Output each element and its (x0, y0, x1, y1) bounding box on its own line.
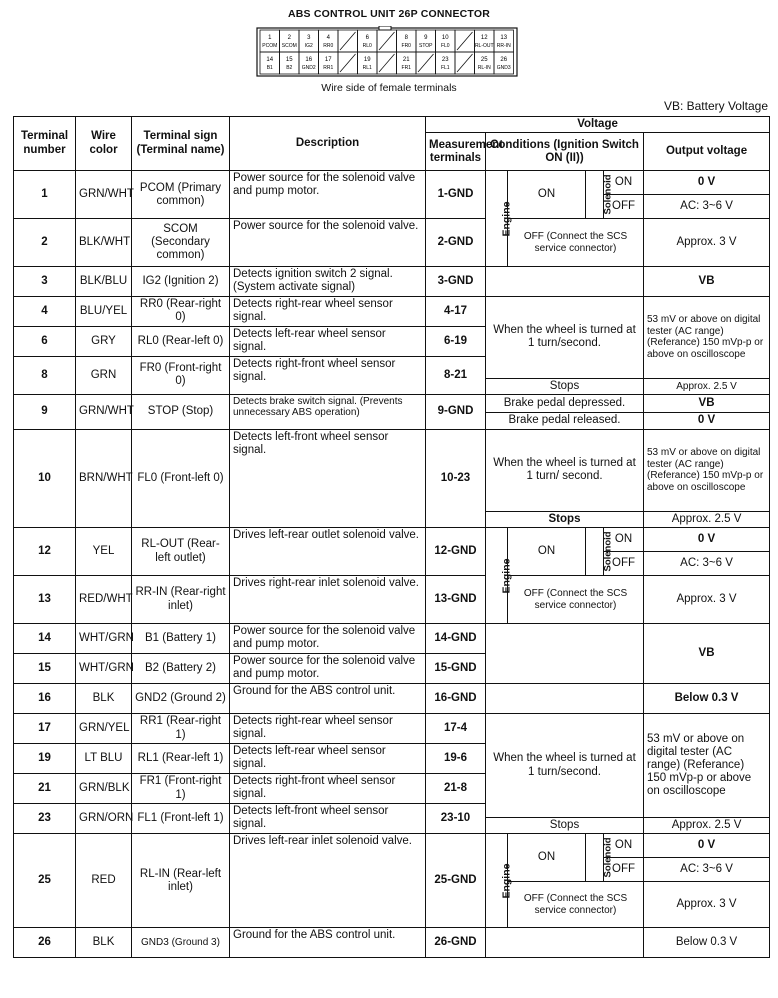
terminal-table (13, 116, 770, 958)
wire-color: RED (76, 834, 132, 928)
pin-name: FL0 (440, 43, 450, 49)
pin-name: GND3 (496, 65, 511, 71)
connector-cell (319, 30, 339, 52)
table-row (14, 624, 770, 654)
terminal-number: 15 (14, 654, 76, 684)
wire-color: GRY (76, 326, 132, 356)
table-row (14, 297, 770, 326)
terminal-number: 26 (14, 928, 76, 958)
wheel-turn-condition: When the wheel is turned at 1 turn/second. (486, 714, 644, 818)
header-conditions: Conditions (Ignition Switch ON (II)) (486, 133, 644, 171)
measurement-terminals: 4-17 (426, 297, 486, 326)
empty-cavity-mark (457, 54, 473, 72)
terminal-number: 1 (14, 171, 76, 219)
pin-name: SCOM (281, 43, 297, 49)
measurement-terminals: 14-GND (426, 624, 486, 654)
connector-cell (280, 52, 300, 74)
engine-on-label: ON (508, 171, 586, 219)
output-voltage: AC: 3~6 V (644, 552, 770, 576)
connector-cell (436, 30, 456, 52)
connector-cell (299, 52, 319, 74)
terminal-sign: GND2 (Ground 2) (132, 684, 230, 714)
terminal-sign: RL1 (Rear-left 1) (132, 744, 230, 774)
brake-depressed-condition: Brake pedal depressed. (486, 394, 644, 412)
wire-color: GRN/WHT (76, 394, 132, 429)
description: Detects left-front wheel sensor signal. (230, 429, 426, 527)
pin-name: FL1 (440, 65, 450, 71)
output-voltage: VB (644, 394, 770, 412)
connector-cell (377, 30, 397, 52)
terminal-number: 23 (14, 804, 76, 834)
terminal-sign: GND3 (Ground 3) (132, 928, 230, 958)
page-title: ABS CONTROL UNIT 26P CONNECTOR (287, 8, 491, 20)
output-voltage: VB (644, 267, 770, 297)
vb-note: VB: Battery Voltage (663, 99, 768, 113)
engine-label: Engine (486, 834, 508, 928)
pin-number: 17 (324, 57, 332, 63)
terminal-number: 14 (14, 624, 76, 654)
connector-cell (319, 52, 339, 74)
pin-number: 21 (402, 57, 410, 63)
header-terminal-number: Terminal number (14, 117, 76, 171)
terminal-sign: B2 (Battery 2) (132, 654, 230, 684)
measurement-terminals: 17-4 (426, 714, 486, 744)
measurement-terminals: 12-GND (426, 528, 486, 576)
terminal-number: 16 (14, 684, 76, 714)
connector-cell (416, 52, 436, 74)
table-row (14, 576, 770, 624)
header-voltage: Voltage (426, 117, 770, 133)
wire-color: WHT/GRN (76, 624, 132, 654)
wire-color: BLK (76, 684, 132, 714)
terminal-sign: FL1 (Front-left 1) (132, 804, 230, 834)
connector-cell (475, 30, 495, 52)
table-row (14, 394, 770, 412)
empty-cavity-mark (379, 54, 395, 72)
terminal-sign: B1 (Battery 1) (132, 624, 230, 654)
output-voltage: VB (644, 624, 770, 684)
pin-number: 26 (500, 57, 508, 63)
pin-name: RL-IN (477, 65, 491, 71)
table-row (14, 928, 770, 958)
terminal-sign: RR-IN (Rear-right inlet) (132, 576, 230, 624)
wire-color: GRN/WHT (76, 171, 132, 219)
pin-number: 15 (285, 57, 293, 63)
description: Ground for the ABS control unit. (230, 684, 426, 714)
connector-cell (494, 30, 514, 52)
terminal-number: 12 (14, 528, 76, 576)
description: Drives right-rear inlet solenoid valve. (230, 576, 426, 624)
output-voltage: Below 0.3 V (644, 928, 770, 958)
description: Drives left-rear outlet solenoid valve. (230, 528, 426, 576)
description: Detects ignition switch 2 signal. (System activate signal) (230, 267, 426, 297)
solenoid-on-label: ON (604, 528, 644, 552)
measurement-terminals: 25-GND (426, 834, 486, 928)
pin-name: B2 (286, 65, 293, 71)
table-row (14, 429, 770, 511)
measurement-terminals: 13-GND (426, 576, 486, 624)
connector-cell (338, 52, 358, 74)
pin-number: 13 (500, 35, 508, 41)
pin-name: FR0 (401, 43, 411, 49)
wire-color: GRN/YEL (76, 714, 132, 744)
terminal-sign: RR1 (Rear-right 1) (132, 714, 230, 744)
wire-color: BLU/YEL (76, 297, 132, 326)
engine-off-condition: OFF (Connect the SCS service connector) (508, 882, 644, 928)
connector-cell (397, 30, 417, 52)
wire-color: LT BLU (76, 744, 132, 774)
brake-released-condition: Brake pedal released. (486, 412, 644, 429)
description: Ground for the ABS control unit. (230, 928, 426, 958)
connector-cell (475, 52, 495, 74)
stops-condition: Stops (486, 818, 644, 834)
terminal-number: 10 (14, 429, 76, 527)
output-voltage: Approx. 2.5 V (644, 378, 770, 394)
terminal-number: 3 (14, 267, 76, 297)
pin-name: RR-IN (496, 43, 511, 49)
pin-name: RR0 (323, 43, 334, 49)
header-description: Description (230, 117, 426, 171)
wire-color: BLK/WHT (76, 219, 132, 267)
pin-number: 19 (363, 57, 371, 63)
measurement-terminals: 3-GND (426, 267, 486, 297)
pin-name: B1 (266, 65, 273, 71)
output-voltage: 53 mV or above on digital tester (AC range) (Referance) 150 mVp-p or above on oscilloscope (644, 297, 770, 378)
solenoid-off-label: OFF (604, 195, 644, 219)
description: Power source for the solenoid valve and pump motor. (230, 171, 426, 219)
terminal-number: 9 (14, 394, 76, 429)
measurement-terminals: 15-GND (426, 654, 486, 684)
table-row (14, 684, 770, 714)
pin-number: 9 (424, 35, 428, 41)
measurement-terminals: 16-GND (426, 684, 486, 714)
pin-name: PCOM (262, 43, 278, 49)
pin-number: 14 (266, 57, 274, 63)
output-voltage: Approx. 3 V (644, 219, 770, 267)
description: Detects right-rear wheel sensor signal. (230, 714, 426, 744)
connector-caption: Wire side of female terminals (321, 82, 457, 94)
connector-cell (358, 52, 378, 74)
engine-off-condition: OFF (Connect the SCS service connector) (508, 219, 644, 267)
empty-cavity-mark (340, 54, 356, 72)
connector-cell (397, 52, 417, 74)
terminal-sign: RL0 (Rear-left 0) (132, 326, 230, 356)
solenoid-on-label: ON (604, 834, 644, 858)
description: Detects left-rear wheel sensor signal. (230, 326, 426, 356)
pin-number: 16 (305, 57, 313, 63)
pin-number: 1 (268, 35, 272, 41)
terminal-number: 6 (14, 326, 76, 356)
description: Detects brake switch signal. (Prevents unnecessary ABS operation) (230, 394, 426, 429)
description: Detects left-front wheel sensor signal. (230, 804, 426, 834)
description: Power source for the solenoid valve and pump motor. (230, 624, 426, 654)
terminal-sign: FR1 (Front-right 1) (132, 774, 230, 804)
table-row (14, 714, 770, 744)
empty-cavity-mark (418, 54, 434, 72)
pin-number: 10 (441, 35, 449, 41)
output-voltage: 0 V (644, 834, 770, 858)
connector-cell (338, 30, 358, 52)
wheel-turn-condition: When the wheel is turned at 1 turn/ second. (486, 429, 644, 511)
description: Power source for the solenoid valve. (230, 219, 426, 267)
terminal-sign: RL-IN (Rear-left inlet) (132, 834, 230, 928)
description: Detects right-rear wheel sensor signal. (230, 297, 426, 326)
solenoid-off-label: OFF (604, 552, 644, 576)
engine-label: Engine (486, 528, 508, 624)
connector-cell (358, 30, 378, 52)
connector-latch (379, 26, 391, 30)
engine-on-label: ON (508, 834, 586, 882)
description: Power source for the solenoid valve and pump motor. (230, 654, 426, 684)
output-voltage: 0 V (644, 528, 770, 552)
output-voltage: 53 mV or above on digital tester (AC range) (Referance) 150 mVp-p or above on oscilloscope (644, 714, 770, 818)
empty-cavity-mark (340, 32, 356, 50)
pin-name: RL-OUT (474, 43, 494, 49)
empty-cavity-mark (379, 32, 395, 50)
pin-number: 12 (480, 35, 488, 41)
description: Detects right-front wheel sensor signal. (230, 774, 426, 804)
measurement-terminals: 23-10 (426, 804, 486, 834)
table-row (14, 219, 770, 267)
terminal-sign: FR0 (Front-right 0) (132, 356, 230, 394)
connector-cell (494, 52, 514, 74)
empty-cavity-mark (457, 32, 473, 50)
terminal-sign: STOP (Stop) (132, 394, 230, 429)
connector-cell (260, 52, 280, 74)
engine-on-label: ON (508, 528, 586, 576)
output-voltage: AC: 3~6 V (644, 195, 770, 219)
pin-name: STOP (418, 43, 433, 49)
wheel-turn-condition: When the wheel is turned at 1 turn/second. (486, 297, 644, 378)
solenoid-on-label: ON (604, 171, 644, 195)
terminal-sign: FL0 (Front-left 0) (132, 429, 230, 527)
table-row (14, 528, 770, 552)
output-voltage: Approx. 2.5 V (644, 511, 770, 527)
wire-color: RED/WHT (76, 576, 132, 624)
connector-cell (436, 52, 456, 74)
measurement-terminals: 10-23 (426, 429, 486, 527)
wire-color: GRN/ORN (76, 804, 132, 834)
header-output-voltage: Output voltage (644, 133, 770, 171)
stops-condition: Stops (486, 511, 644, 527)
pin-number: 6 (365, 35, 369, 41)
measurement-terminals: 21-8 (426, 774, 486, 804)
terminal-number: 8 (14, 356, 76, 394)
empty-condition (486, 684, 644, 714)
terminal-sign: SCOM (Secondary common) (132, 219, 230, 267)
pin-name: IG2 (304, 43, 313, 49)
pin-number: 3 (307, 35, 311, 41)
table-row (14, 267, 770, 297)
terminal-number: 21 (14, 774, 76, 804)
pin-number: 4 (326, 35, 330, 41)
terminal-number: 25 (14, 834, 76, 928)
measurement-terminals: 8-21 (426, 356, 486, 394)
description: Drives left-rear inlet solenoid valve. (230, 834, 426, 928)
terminal-number: 17 (14, 714, 76, 744)
table-row (14, 171, 770, 195)
solenoid-label: Solenoid (586, 171, 604, 219)
solenoid-label: Solenoid (586, 834, 604, 882)
terminal-number: 19 (14, 744, 76, 774)
output-voltage: Below 0.3 V (644, 684, 770, 714)
wire-color: GRN/BLK (76, 774, 132, 804)
connector-cell (455, 30, 475, 52)
output-voltage: 53 mV or above on digital tester (AC range) (Referance) 150 mVp-p or above on oscilloscope (644, 429, 770, 511)
wire-color: YEL (76, 528, 132, 576)
connector-cell (455, 52, 475, 74)
measurement-terminals: 26-GND (426, 928, 486, 958)
engine-off-condition: OFF (Connect the SCS service connector) (508, 576, 644, 624)
pin-name: FR1 (401, 65, 411, 71)
terminal-sign: IG2 (Ignition 2) (132, 267, 230, 297)
engine-label: Engine (486, 171, 508, 267)
output-voltage: 0 V (644, 171, 770, 195)
description: Detects left-rear wheel sensor signal. (230, 744, 426, 774)
connector-cell (377, 52, 397, 74)
table-row (14, 834, 770, 858)
output-voltage: AC: 3~6 V (644, 858, 770, 882)
pin-name: RR1 (323, 65, 334, 71)
empty-condition (486, 928, 644, 958)
connector-cell (260, 30, 280, 52)
connector-cell (280, 30, 300, 52)
header-wire-color: Wire color (76, 117, 132, 171)
pin-name: RL0 (362, 43, 372, 49)
pin-number: 23 (441, 57, 449, 63)
measurement-terminals: 9-GND (426, 394, 486, 429)
terminal-number: 4 (14, 297, 76, 326)
terminal-sign: RR0 (Rear-right 0) (132, 297, 230, 326)
empty-condition (486, 624, 644, 684)
empty-condition (486, 267, 644, 297)
pin-number: 8 (404, 35, 408, 41)
solenoid-off-label: OFF (604, 858, 644, 882)
terminal-number: 2 (14, 219, 76, 267)
connector-cell (299, 30, 319, 52)
pin-name: RL1 (362, 65, 372, 71)
stops-condition: Stops (486, 378, 644, 394)
measurement-terminals: 19-6 (426, 744, 486, 774)
wire-color: BLK (76, 928, 132, 958)
wire-color: BLK/BLU (76, 267, 132, 297)
wire-color: GRN (76, 356, 132, 394)
pin-name: GND2 (301, 65, 316, 71)
terminal-sign: PCOM (Primary common) (132, 171, 230, 219)
pin-number: 25 (480, 57, 488, 63)
pin-number: 2 (287, 35, 291, 41)
connector-diagram (255, 26, 519, 78)
output-voltage: Approx. 2.5 V (644, 818, 770, 834)
terminal-sign: RL-OUT (Rear-left outlet) (132, 528, 230, 576)
terminal-number: 13 (14, 576, 76, 624)
measurement-terminals: 2-GND (426, 219, 486, 267)
header-measurement-terminals: Measurement terminals (426, 133, 486, 171)
description: Detects right-front wheel sensor signal. (230, 356, 426, 394)
output-voltage: Approx. 3 V (644, 882, 770, 928)
header-row-1 (14, 117, 770, 133)
output-voltage: 0 V (644, 412, 770, 429)
measurement-terminals: 1-GND (426, 171, 486, 219)
wire-color: BRN/WHT (76, 429, 132, 527)
solenoid-label: Solenoid (586, 528, 604, 576)
header-terminal-sign: Terminal sign (Terminal name) (132, 117, 230, 171)
connector-cell (416, 30, 436, 52)
output-voltage: Approx. 3 V (644, 576, 770, 624)
wire-color: WHT/GRN (76, 654, 132, 684)
measurement-terminals: 6-19 (426, 326, 486, 356)
